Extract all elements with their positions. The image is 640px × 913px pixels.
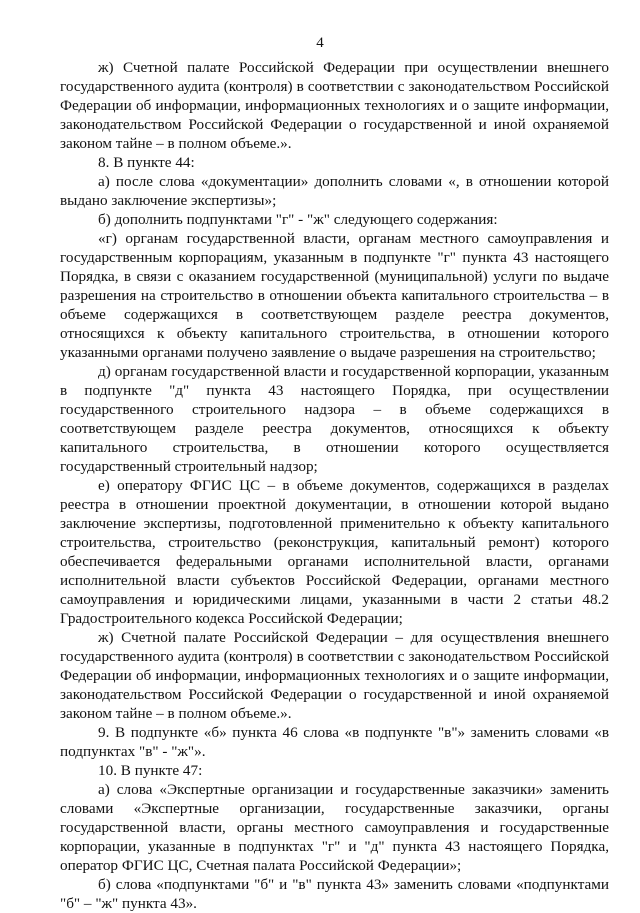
paragraph-subitem-d: д) органам государственной власти и государственной корпорации, указанным в подпункте "д" пункта 43 настоящего Порядка, при осуществлении государственного строительного надзора – в объеме содержащихся в соответствующем разделе реестра документов, относящихся к объекту капитального строительства, в отношении которого осуществляется государственный строительный надзор; (60, 363, 609, 475)
paragraph-zh-schetnaya-palata-1: ж) Счетной палате Российской Федерации при осуществлении внешнего государственного аудита (контроля) в соответствии с законодательством Российской Федерации об информации, информационных технологиях и о защите информации, законодательством Российской Федерации о государственной и иной охраняемой законом тайне – в полном объеме.». (60, 59, 609, 152)
document-body (60, 58, 609, 913)
paragraph-subitem-zh: ж) Счетной палате Российской Федерации – для осуществления внешнего государственного аудита (контроля) в соответствии с законодательством Российской Федерации об информации, информационных технологиях и о защите информации, законодательством Российской Федерации о государственной и иной охраняемой законом тайне – в полном объеме.». (60, 629, 609, 722)
paragraph-item-10: 10. В пункте 47: (98, 762, 203, 779)
paragraph-item-8b: б) дополнить подпунктами "г" - "ж" следующего содержания: (98, 211, 498, 228)
page-number: 4 (316, 35, 324, 51)
paragraph-item-8: 8. В пункте 44: (98, 154, 195, 171)
paragraph-item-9: 9. В подпункте «б» пункта 46 слова «в подпункте "в"» заменить словами «в подпунктах "в" - "ж"». (60, 724, 609, 760)
paragraph-subitem-g: «г) органам государственной власти, органам местного самоуправления и государственным корпорациям, указанным в подпункте "г" пункта 43 настоящего Порядка, в связи с оказанием государственной (муниципальной) услуги по выдаче разрешения на строительство в отношении объекта капитального строительства – в объеме содержащихся в соответствующем разделе реестра документов, относящихся к объекту капитального строительства, в отношении которого указанными органами получено заявление о выдаче разрешения на строительство; (60, 230, 609, 361)
paragraph-item-10b: б) слова «подпунктами "б" и "в" пункта 43» заменить словами «подпунктами "б" – "ж" пункта 43». (60, 876, 609, 912)
paragraph-subitem-e: е) оператору ФГИС ЦС – в объеме документов, содержащихся в разделах реестра в отношении проектной документации, в отношении которой выдано заключение экспертизы, подготовленной применительно к объекту капитального строительства, строительство (реконструкция, капитальный ремонт) которого обеспечивается федеральными органами исполнительной власти, органами исполнительной власти субъектов Российской Федерации, органами местного самоуправления и юридическими лицами, указанными в части 2 статьи 48.2 Градостроительного кодекса Российской Федерации; (60, 477, 609, 627)
paragraph-item-8a: а) после слова «документации» дополнить словами «, в отношении которой выдано заключение экспертизы»; (60, 173, 609, 209)
paragraph-item-10a: а) слова «Экспертные организации и государственные заказчики» заменить словами «Экспертные организации, государственные заказчики, органы государственной власти, органы местного самоуправления и государственные корпорации, указанные в подпунктах "г" и "д" пункта 43 настоящего Порядка, оператор ФГИС ЦС, Счетная палата Российской Федерации»; (60, 781, 609, 874)
